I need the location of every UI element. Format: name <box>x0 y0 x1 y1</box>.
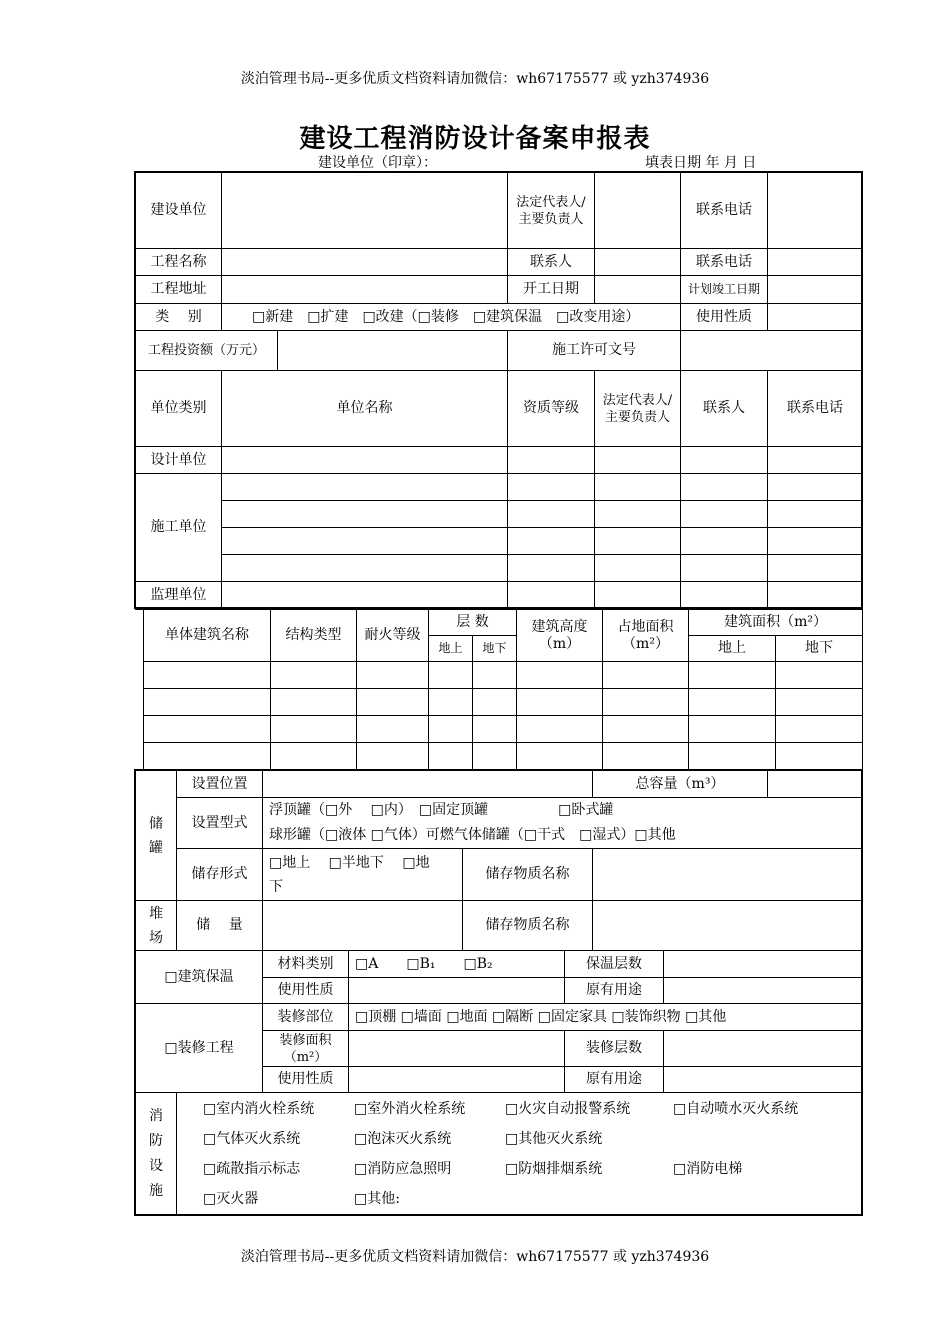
contact-phone-label: 联系电话 <box>681 249 768 276</box>
tank-label: 储罐 <box>136 771 177 901</box>
footprint-header: 占地面积（m²） <box>603 610 689 662</box>
construct-cell[interactable] <box>681 555 768 582</box>
floors-below-header: 地下 <box>473 636 517 662</box>
build-unit-label: 建设单位 <box>136 173 222 249</box>
facility-option[interactable]: □疏散指示标志 <box>203 1160 301 1177</box>
bldg-cell[interactable] <box>357 662 429 689</box>
facility-option[interactable]: □室内消火栓系统 <box>203 1100 315 1117</box>
phone-header: 联系电话 <box>768 371 863 447</box>
legal-rep-field[interactable] <box>595 173 681 249</box>
bldg-cell[interactable] <box>603 689 689 716</box>
area-below-header: 地下 <box>776 636 863 662</box>
insulation-layers-field[interactable] <box>664 951 863 978</box>
bldg-cell[interactable] <box>357 743 429 770</box>
qualification-header: 资质等级 <box>508 371 595 447</box>
deco-part-options[interactable]: □顶棚 □墙面 □地面 □隔断 □固定家具 □装饰织物 □其他 <box>349 1004 863 1031</box>
yard-material-name-label: 储存物质名称 <box>463 901 593 951</box>
project-info-table <box>135 172 863 371</box>
yard-material-name-field[interactable] <box>593 901 863 951</box>
bldg-cell[interactable] <box>689 662 776 689</box>
bldg-cell[interactable] <box>144 716 271 743</box>
location-field[interactable] <box>263 771 593 798</box>
design-unit-label: 设计单位 <box>136 447 222 474</box>
bldg-cell[interactable] <box>776 716 863 743</box>
construct-cell[interactable] <box>768 474 863 501</box>
investment-field[interactable] <box>278 331 508 371</box>
bldg-cell[interactable] <box>603 662 689 689</box>
bldg-name-header: 单体建筑名称 <box>144 610 271 662</box>
contact-header: 联系人 <box>681 371 768 447</box>
location-label: 设置位置 <box>177 771 263 798</box>
participants-table <box>135 370 863 610</box>
permit-no-label: 施工许可文号 <box>508 331 681 371</box>
construct-cell[interactable] <box>595 501 681 528</box>
tank-type-label: 设置型式 <box>177 798 263 849</box>
build-unit-field[interactable] <box>222 173 508 249</box>
material-name-label: 储存物质名称 <box>463 849 593 901</box>
material-type-label: 材料类别 <box>263 951 349 978</box>
bldg-cell[interactable] <box>357 689 429 716</box>
legal-rep-label: 法定代表人/主要负责人 <box>508 173 595 249</box>
yard-label: 堆场 <box>136 901 177 951</box>
phone-label: 联系电话 <box>681 173 768 249</box>
supervise-unit-name[interactable] <box>222 582 508 610</box>
bldg-cell[interactable] <box>144 689 271 716</box>
deco-area-label: 装修面积（m²） <box>263 1031 349 1067</box>
fire-facilities-label: 消防设施 <box>136 1093 177 1215</box>
bldg-cell[interactable] <box>689 716 776 743</box>
construct-cell[interactable] <box>681 501 768 528</box>
start-date-field[interactable] <box>595 276 681 304</box>
investment-label: 工程投资额（万元） <box>136 331 278 371</box>
insulation-orig-use-label: 原有用途 <box>565 978 664 1004</box>
bldg-cell[interactable] <box>689 743 776 770</box>
use-nature-label: 使用性质 <box>681 304 768 331</box>
bldg-cell[interactable] <box>689 689 776 716</box>
construct-cell[interactable] <box>768 501 863 528</box>
deco-orig-use-field[interactable] <box>664 1067 863 1093</box>
bldg-area-header: 建筑面积（m²） <box>689 610 863 636</box>
permit-no-field[interactable] <box>681 331 863 371</box>
construct-cell[interactable] <box>508 474 595 501</box>
design-unit-rep[interactable] <box>595 447 681 474</box>
bldg-cell[interactable] <box>271 689 357 716</box>
facility-option[interactable]: □气体灭火系统 <box>203 1130 301 1147</box>
facility-option[interactable]: □泡沫灭火系统 <box>354 1130 452 1147</box>
fire-facilities-options[interactable] <box>177 1093 863 1215</box>
construct-unit-label: 施工单位 <box>136 474 222 582</box>
fill-date-label: 填表日期 年 月 日 <box>645 155 757 171</box>
bldg-cell[interactable] <box>473 743 517 770</box>
deco-layers-label: 装修层数 <box>565 1031 664 1067</box>
tank-type-line-2: 球形罐（□液体 □气体）可燃气体储罐（□干式 □湿式）□其他 <box>269 827 676 843</box>
total-capacity-label: 总容量（m³） <box>593 771 768 798</box>
construct-cell[interactable] <box>768 555 863 582</box>
contact-label: 联系人 <box>508 249 595 276</box>
facility-option[interactable]: □灭火器 <box>203 1190 259 1207</box>
facility-option[interactable]: □其他: <box>354 1190 400 1207</box>
storage-form-label: 储存形式 <box>177 849 263 901</box>
facility-option[interactable]: □火灾自动报警系统 <box>505 1100 631 1117</box>
phone-field[interactable] <box>768 173 863 249</box>
bldg-cell[interactable] <box>429 662 473 689</box>
facility-option[interactable]: □防烟排烟系统 <box>505 1160 603 1177</box>
quantity-field[interactable] <box>263 901 463 951</box>
bldg-cell[interactable] <box>429 716 473 743</box>
design-unit-phone[interactable] <box>768 447 863 474</box>
facility-option <box>673 1124 843 1154</box>
deco-use-field[interactable] <box>349 1067 565 1093</box>
deco-layers-field[interactable] <box>664 1031 863 1067</box>
contact-phone-field[interactable] <box>768 249 863 276</box>
facility-option <box>505 1184 673 1214</box>
storage-form-options[interactable]: □地上 □半地下 □地下 <box>263 849 463 901</box>
bldg-cell[interactable] <box>473 662 517 689</box>
construct-cell[interactable] <box>681 474 768 501</box>
construct-cell[interactable] <box>508 501 595 528</box>
category-options[interactable]: □新建 □扩建 □改建（□装修 □建筑保温 □改变用途） <box>222 304 681 331</box>
construct-cell[interactable] <box>508 528 595 555</box>
bldg-cell[interactable] <box>776 743 863 770</box>
page-title: 建设工程消防设计备案申报表 <box>299 124 651 154</box>
project-name-field[interactable] <box>222 249 508 276</box>
total-capacity-field[interactable] <box>768 771 863 798</box>
contact-field[interactable] <box>595 249 681 276</box>
insulation-use-field[interactable] <box>349 978 565 1004</box>
category-label: 类 别 <box>136 304 222 331</box>
facility-option[interactable]: □其他灭火系统 <box>505 1130 603 1147</box>
height-header: 建筑高度（m） <box>517 610 603 662</box>
struct-type-header: 结构类型 <box>271 610 357 662</box>
supervise-unit-qual[interactable] <box>508 582 595 610</box>
build-unit-seal-label: 建设单位（印章）： <box>318 155 437 171</box>
fire-facilities-table <box>135 1092 863 1215</box>
tank-type-line-1: 浮顶罐（□外 □内） □固定顶罐 □卧式罐 <box>269 802 614 818</box>
construct-cell[interactable] <box>222 474 508 501</box>
unit-type-header: 单位类别 <box>136 371 222 447</box>
facility-option[interactable]: □室外消火栓系统 <box>354 1100 466 1117</box>
deco-part-label: 装修部位 <box>263 1004 349 1031</box>
legal-rep-header: 法定代表人/主要负责人 <box>595 371 681 447</box>
construct-cell[interactable] <box>222 555 508 582</box>
bldg-cell[interactable] <box>603 716 689 743</box>
quantity-label: 储 量 <box>177 901 263 951</box>
facility-option <box>673 1184 843 1214</box>
supervise-unit-phone[interactable] <box>768 582 863 610</box>
deco-orig-use-label: 原有用途 <box>565 1067 664 1093</box>
floors-header: 层 数 <box>429 610 517 636</box>
bldg-cell[interactable] <box>776 689 863 716</box>
bldg-cell[interactable] <box>429 689 473 716</box>
supervise-unit-contact[interactable] <box>681 582 768 610</box>
design-unit-name[interactable] <box>222 447 508 474</box>
start-date-label: 开工日期 <box>508 276 595 304</box>
area-above-header: 地上 <box>689 636 776 662</box>
construct-cell[interactable] <box>595 555 681 582</box>
bldg-cell[interactable] <box>473 716 517 743</box>
bldg-cell[interactable] <box>357 716 429 743</box>
floors-above-header: 地上 <box>429 636 473 662</box>
fire-rating-header: 耐火等级 <box>357 610 429 662</box>
bldg-cell[interactable] <box>429 743 473 770</box>
bldg-cell[interactable] <box>517 716 603 743</box>
plan-end-date-field[interactable] <box>768 276 863 304</box>
insulation-layers-label: 保温层数 <box>565 951 664 978</box>
material-name-field[interactable] <box>593 849 863 901</box>
construct-cell[interactable] <box>595 474 681 501</box>
project-addr-field[interactable] <box>222 276 508 304</box>
bldg-cell[interactable] <box>473 689 517 716</box>
bldg-cell[interactable] <box>517 743 603 770</box>
material-type-options[interactable]: □A □B₁ □B₂ <box>349 951 565 978</box>
construct-cell[interactable] <box>222 528 508 555</box>
bldg-cell[interactable] <box>271 716 357 743</box>
construct-cell[interactable] <box>768 528 863 555</box>
unit-name-header: 单位名称 <box>222 371 508 447</box>
bldg-cell[interactable] <box>144 743 271 770</box>
bldg-cell[interactable] <box>517 662 603 689</box>
bldg-cell[interactable] <box>776 662 863 689</box>
insulation-checkbox[interactable]: □建筑保温 <box>136 951 263 1004</box>
supervise-unit-rep[interactable] <box>595 582 681 610</box>
plan-end-date-label: 计划竣工日期 <box>681 276 768 304</box>
bldg-cell[interactable] <box>144 662 271 689</box>
deco-area-field[interactable] <box>349 1031 565 1067</box>
design-unit-qual[interactable] <box>508 447 595 474</box>
construct-cell[interactable] <box>595 528 681 555</box>
construct-cell[interactable] <box>508 555 595 582</box>
project-name-label: 工程名称 <box>136 249 222 276</box>
project-addr-label: 工程地址 <box>136 276 222 304</box>
insulation-orig-use-field[interactable] <box>664 978 863 1004</box>
facility-option[interactable]: □自动喷水灭火系统 <box>673 1100 799 1117</box>
use-nature-field[interactable] <box>768 304 863 331</box>
footer-note: 淡泊管理书局--更多优质文档资料请加微信：wh67175577 或 yzh374936 <box>240 1249 710 1265</box>
storage-table <box>135 770 863 951</box>
design-unit-contact[interactable] <box>681 447 768 474</box>
buildings-table <box>143 609 863 770</box>
bldg-cell[interactable] <box>271 743 357 770</box>
deco-use-label: 使用性质 <box>263 1067 349 1093</box>
facility-option[interactable]: □消防电梯 <box>673 1160 743 1177</box>
tank-type-options[interactable] <box>263 798 863 849</box>
header-note: 淡泊管理书局--更多优质文档资料请加微信：wh67175577 或 yzh374936 <box>240 71 710 87</box>
decoration-checkbox[interactable]: □装修工程 <box>136 1004 263 1093</box>
insulation-use-label: 使用性质 <box>263 978 349 1004</box>
insulation-decoration-table <box>135 950 863 1093</box>
supervise-unit-label: 监理单位 <box>136 582 222 610</box>
construct-cell[interactable] <box>681 528 768 555</box>
construct-cell[interactable] <box>222 501 508 528</box>
bldg-cell[interactable] <box>603 743 689 770</box>
bldg-cell[interactable] <box>517 689 603 716</box>
facility-option[interactable]: □消防应急照明 <box>354 1160 452 1177</box>
bldg-cell[interactable] <box>271 662 357 689</box>
